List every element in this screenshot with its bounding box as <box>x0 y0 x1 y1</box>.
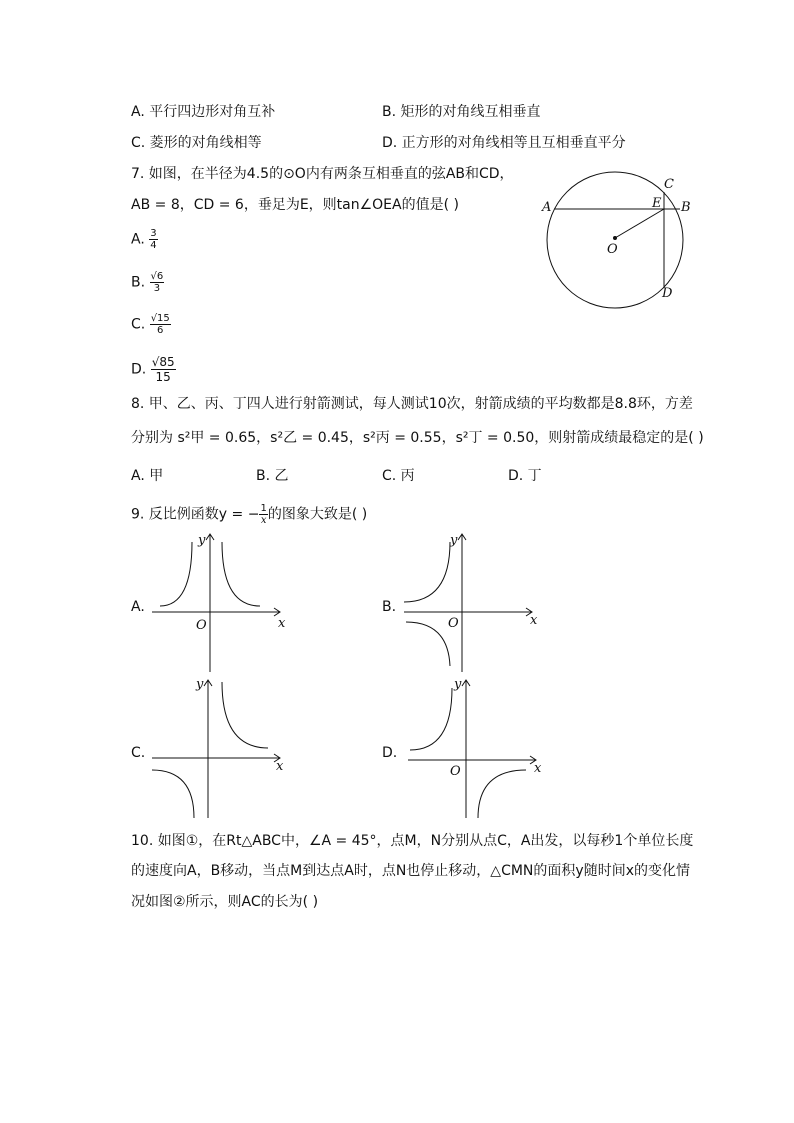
label-x: x <box>534 761 542 776</box>
q10-stem-line1: 10. 如图①，在Rt△ABC中，∠A = 45°，点M，N分别从点C，A出发，以每秒1个单位长度 <box>131 833 694 849</box>
curve-lower <box>406 622 450 666</box>
q7-option-d-label: D. <box>131 361 147 378</box>
q8-option-d: D. 丁 <box>508 468 542 484</box>
q10-stem-line3: 况如图②所示，则AC的长为( ) <box>131 894 319 910</box>
label-b: B <box>681 200 691 215</box>
q7-option-d-den: 15 <box>155 370 171 384</box>
q7-option-c <box>131 313 171 336</box>
curve-left <box>404 542 450 602</box>
q7-option-c-label: C. <box>131 316 146 333</box>
q9-stem-suffix: 的图象大致是( ) <box>267 506 368 523</box>
label-y: y <box>450 533 458 548</box>
q7-option-b <box>131 271 164 294</box>
q7-option-c-fraction <box>150 313 171 336</box>
curve-lower <box>152 770 194 818</box>
label-e: E <box>652 196 662 211</box>
label-x: x <box>530 613 538 628</box>
label-y: y <box>196 677 204 692</box>
q7-stem-line2: AB = 8，CD = 6，垂足为E，则tan∠OEA的值是( ) <box>131 197 459 213</box>
curve-left <box>410 688 452 750</box>
q9-option-a-label: A. <box>131 599 145 615</box>
q8-stem-line1: 8. 甲、乙、丙、丁四人进行射箭测试，每人测试10次，射箭成绩的平均数都是8.8环，方差 <box>131 396 693 412</box>
q9-graph-a <box>150 532 290 672</box>
curve-right <box>478 770 526 818</box>
q9-graph-b <box>402 532 542 672</box>
q7-option-b-num: √6 <box>150 271 164 282</box>
q9-graph-c <box>150 678 290 818</box>
q7-option-a-num: 3 <box>150 228 157 239</box>
label-a: A <box>542 200 552 215</box>
q6-option-c: C. 菱形的对角线相等 <box>131 135 262 151</box>
q7-circle-figure <box>540 172 690 307</box>
q7-option-d-fraction <box>151 355 176 384</box>
label-d: D <box>662 286 673 301</box>
curve-right <box>222 542 260 606</box>
q6-option-a: A. 平行四边形对角互补 <box>131 104 276 120</box>
label-o: O <box>607 242 618 257</box>
q7-option-b-label: B. <box>131 274 146 291</box>
q9-stem-prefix: 9. 反比例函数y = − <box>131 506 260 523</box>
q7-option-b-den: 3 <box>153 283 161 294</box>
label-c: C <box>664 177 674 192</box>
q9-frac-den: x <box>260 515 267 526</box>
q9-option-b-label: B. <box>382 599 397 615</box>
q9-frac-num: 1 <box>260 503 267 514</box>
curve-left <box>160 542 192 606</box>
q7-option-a-den: 4 <box>150 240 157 251</box>
q8-option-c: C. 丙 <box>382 468 415 484</box>
center-point-o <box>613 236 617 240</box>
label-x: x <box>276 759 284 774</box>
curve-right <box>222 682 268 748</box>
q6-option-b: B. 矩形的对角线互相垂直 <box>382 104 541 120</box>
q7-option-a-label: A. <box>131 231 145 248</box>
q7-option-d <box>131 355 176 384</box>
q7-option-a-fraction <box>149 228 157 251</box>
q8-stem-line2: 分别为 s²甲 = 0.65，s²乙 = 0.45，s²丙 = 0.55，s²丁 = 0.50，则射箭成绩最稳定的是( ) <box>131 430 704 446</box>
q6-option-d: D. 正方形的对角线相等且互相垂直平分 <box>382 135 626 151</box>
q7-option-c-num: √15 <box>150 313 170 324</box>
q7-option-c-den: 6 <box>157 325 164 336</box>
segment-oe <box>615 209 664 238</box>
q9-option-c-label: C. <box>131 745 146 761</box>
q9-option-d-label: D. <box>382 745 398 761</box>
label-y: y <box>198 533 206 548</box>
q9-graph-d <box>402 678 542 818</box>
label-y: y <box>454 677 462 692</box>
label-origin: O <box>450 764 461 779</box>
q7-option-a <box>131 228 158 251</box>
label-x: x <box>278 616 286 631</box>
q8-option-b: B. 乙 <box>256 468 289 484</box>
q9-stem <box>131 503 367 526</box>
q7-option-b-fraction <box>150 271 165 294</box>
q10-stem-line2: 的速度向A，B移动，当点M到达点A时，点N也停止移动，△CMN的面积y随时间x的变化情 <box>131 863 690 879</box>
label-origin: O <box>196 618 207 633</box>
q7-stem-line1: 7. 如图，在半径为4.5的⊙O内有两条互相垂直的弦AB和CD， <box>131 166 514 182</box>
q7-option-d-num: √85 <box>151 355 175 369</box>
q9-fraction <box>259 503 267 526</box>
label-origin: O <box>448 616 459 631</box>
q8-option-a: A. 甲 <box>131 468 164 484</box>
